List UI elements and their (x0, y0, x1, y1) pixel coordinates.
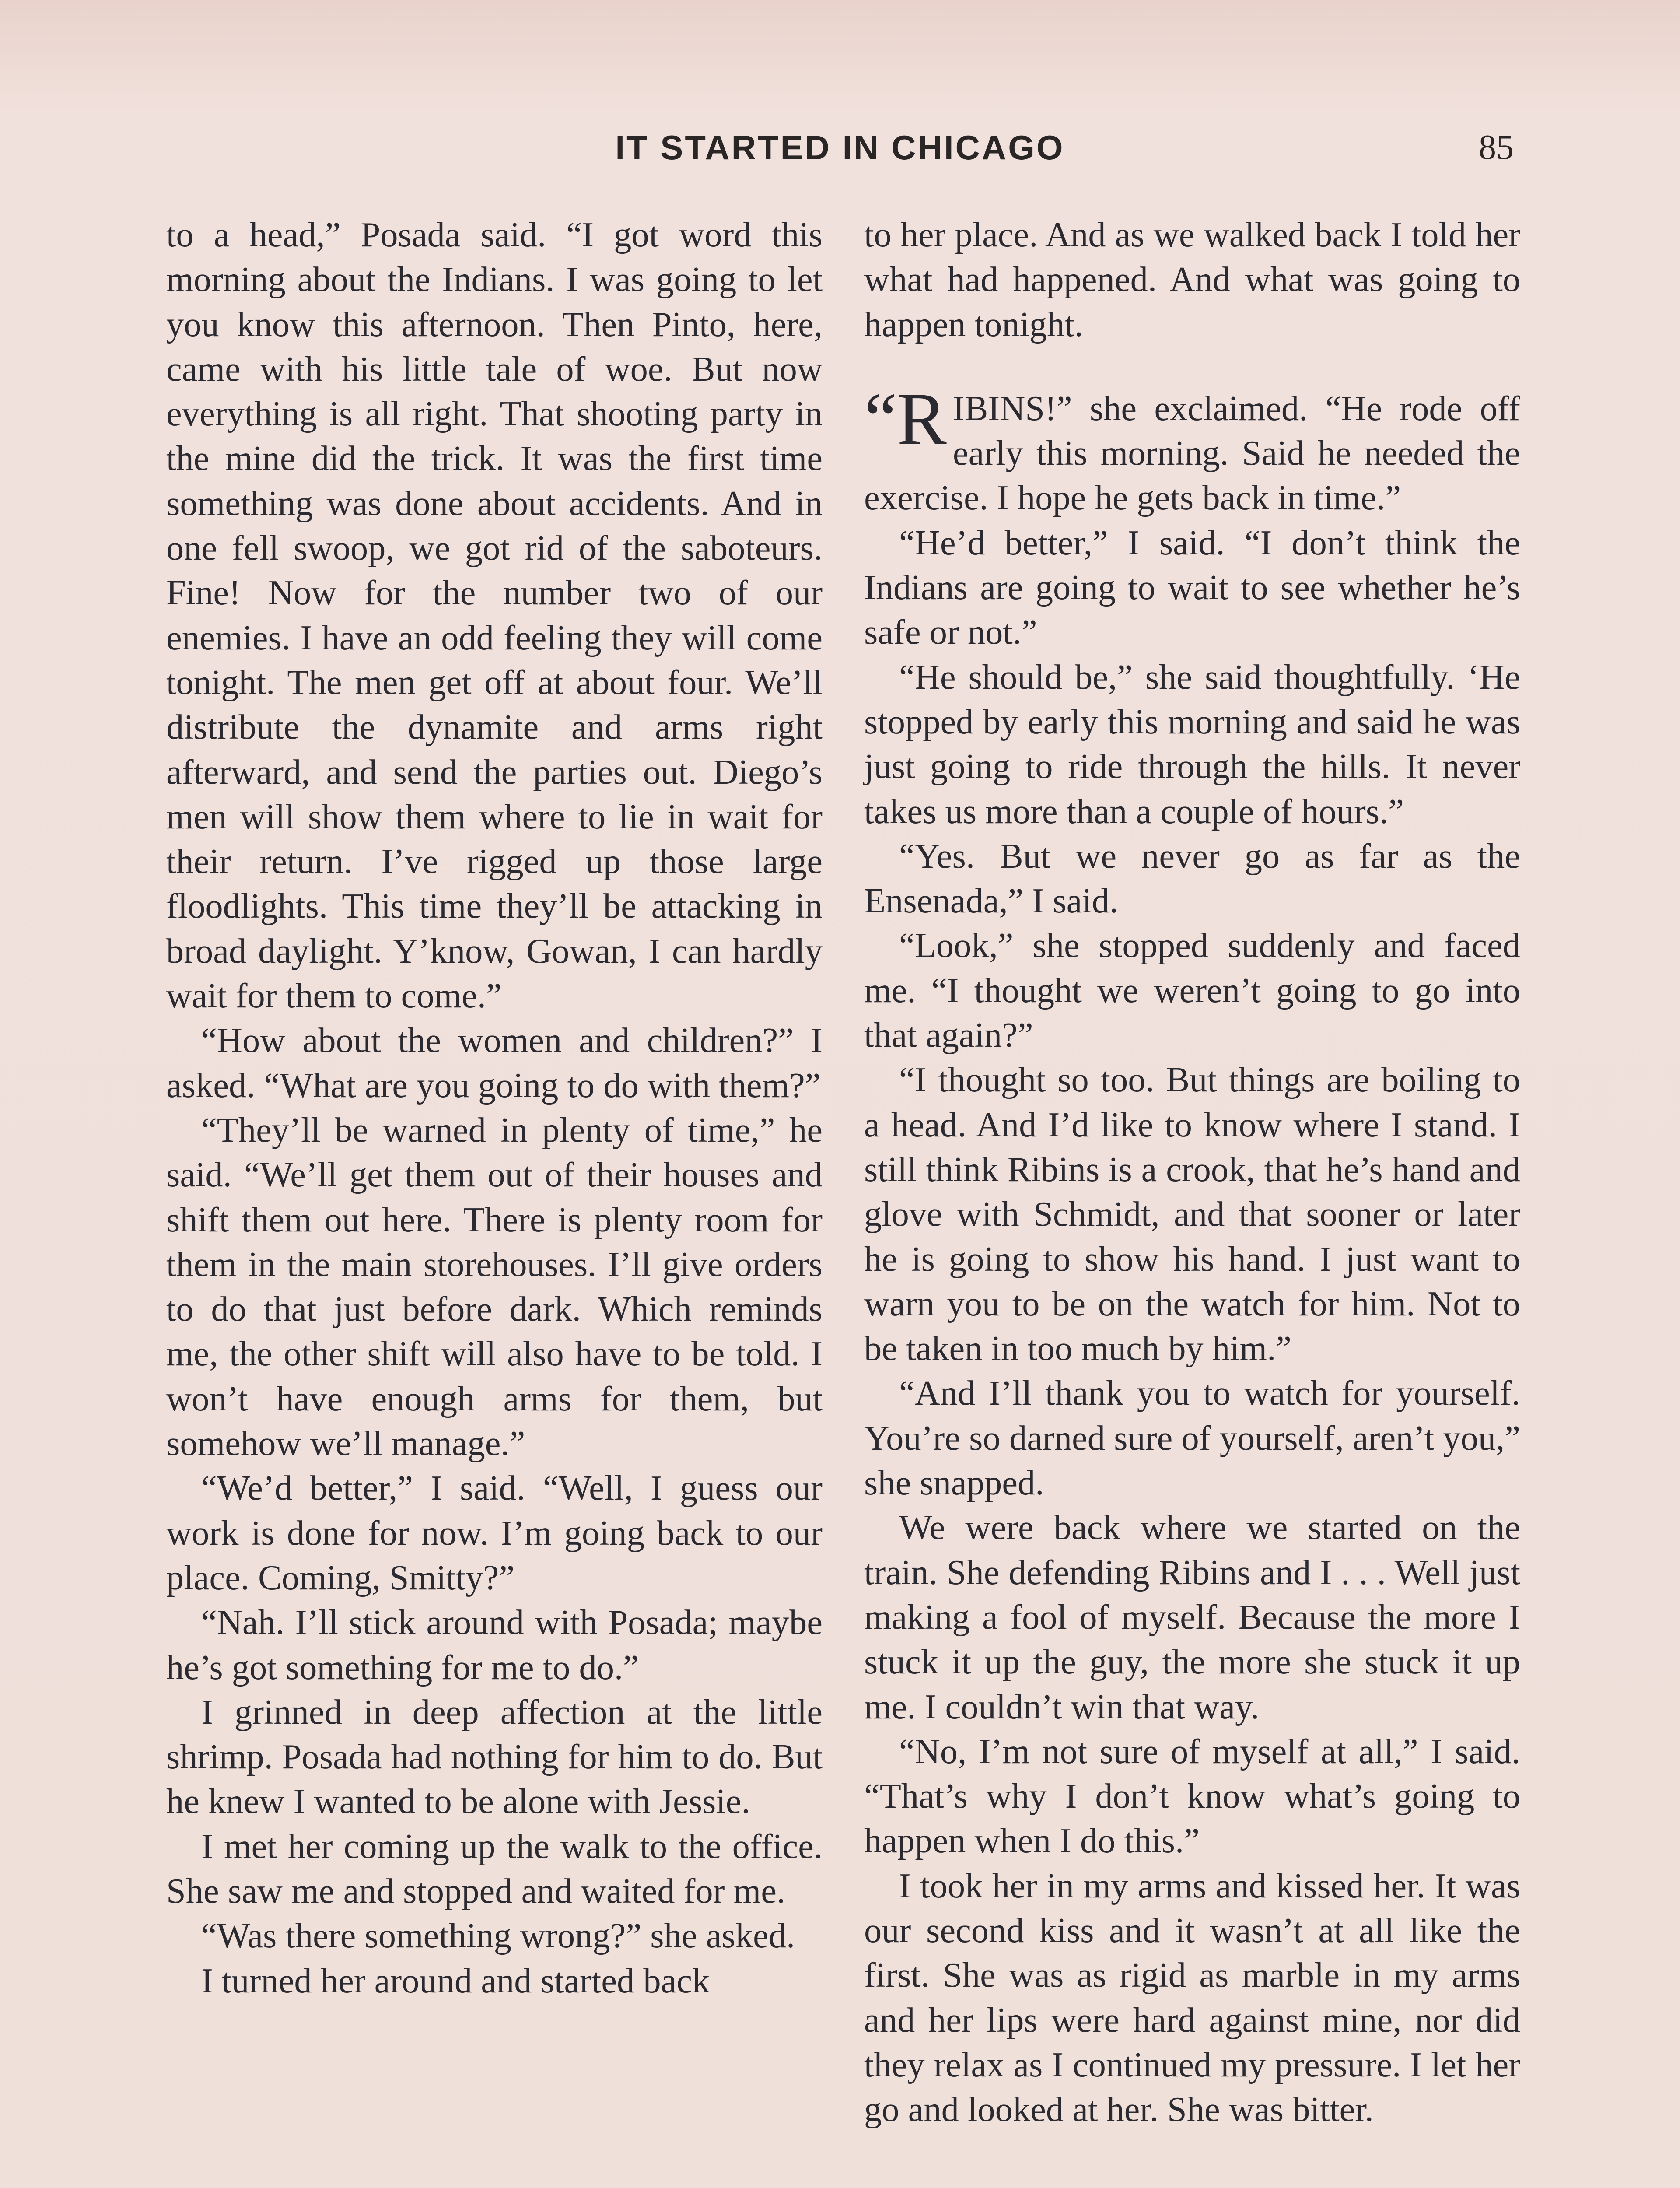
paragraph: “Look,” she stopped suddenly and faced me. “I thought we weren’t going to go into that again?” (864, 926, 1520, 1055)
paragraph: I took her in my arms and kissed her. It was our second kiss and it wasn’t at all like the first. She was as rigid as marble in my arms and her lips were hard against mine, nor did they relax as I continued my pressure. I let her go and looked at her. She was bitter. (864, 1866, 1520, 2129)
paragraph: “He should be,” she said thoughtfully. ‘He stopped by early this morning and said he was just going to ride through the hills. It never takes us more than a couple of hours.” (864, 657, 1520, 831)
paragraph: to her place. And as we walked back I told her what had happened. And what was going to happen tonight. (864, 215, 1520, 344)
page-number: 85 (1479, 128, 1514, 167)
paragraph: “Nah. I’ll stick around with Posada; maybe he’s got something for me to do.” (166, 1603, 822, 1687)
paragraph: “Was there something wrong?” she asked. (201, 1916, 795, 1956)
paragraph: “We’d better,” I said. “Well, I guess our work is done for now. I’m going back to our place. Coming, Smitty?” (166, 1469, 822, 1597)
paragraph: “They’ll be warned in plenty of time,” he said. “We’ll get them out of their houses and shift them out here. There is plenty room for them in the main storehouses. I’ll give orders to do that just before dark. Which reminds me, the other shift will also have to be told. I won’t have enough arms for them, but somehow we’ll manage.” (166, 1110, 822, 1463)
drop-cap (864, 377, 947, 460)
drop-cap-quote: “ (864, 377, 897, 460)
paragraph: “I thought so too. But things are boiling to a head. And I’d like to know where I stand. I still think Ribins is a crook, that he’s hand and glove with Schmidt, and that sooner or later he is going to show his hand. I just want to warn you to be on the watch for him. Not to be taken in too much by him.” (864, 1060, 1520, 1368)
left-column (166, 213, 822, 2003)
paragraph: We were back where we started on the train. She defending Ribins and I . . . Well just making a fool of myself. Because the more I stuck it up the guy, the more she stuck it up me. I couldn’t win that way. (864, 1508, 1520, 1726)
paragraph: “No, I’m not sure of myself at all,” I said. “That’s why I don’t know what’s going to happen when I do this.” (864, 1732, 1520, 1861)
paragraph: I grinned in deep affection at the little shrimp. Posada had nothing for him to do. But he knew I wanted to be alone with Jessie. (166, 1692, 822, 1821)
paragraph: I turned her around and started back (201, 1961, 710, 2000)
paragraph: “How about the women and children?” I asked. “What are you going to do with them?” (166, 1021, 822, 1105)
right-column (864, 213, 1520, 2132)
paragraph: “Yes. But we never go as far as the Ensenada,” I said. (864, 836, 1520, 921)
running-head: IT STARTED IN CHICAGO (615, 128, 1065, 167)
paragraph: “He’d better,” I said. “I don’t think the Indians are going to wait to see whether he’s safe or not.” (864, 523, 1520, 652)
paragraph: I met her coming up the walk to the office. She saw me and stopped and waited for me. (166, 1827, 822, 1911)
drop-cap-text: IBINS!” she exclaimed. “He rode off early this morning. Said he needed the exercise. I hope he gets back in time.” (864, 389, 1520, 518)
drop-cap-letter: R (897, 377, 947, 460)
paragraph: “And I’ll thank you to watch for yourself. You’re so darned sure of yourself, aren’t you,” she snapped. (864, 1374, 1520, 1503)
paragraph: to a head,” Posada said. “I got word this morning about the Indians. I was going to let you know this afternoon. Then Pinto, here, came with his little tale of woe. But now everything is all right. That shooting party in the mine did the trick. It was the first time something was done about accidents. And in one fell swoop, we got rid of the saboteurs. Fine! Now for the number two of our enemies. I have an odd feeling they will come tonight. The men get off at about four. We’ll distribute the dynamite and arms right afterward, and send the parties out. Diego’s men will show them where to lie in wait for their return. I’ve rigged up those large floodlights. This time they’ll be attacking in broad daylight. Y’know, Gowan, I can hardly wait for them to come.” (166, 215, 822, 1016)
section-opening-paragraph (864, 377, 1520, 521)
page-header (166, 128, 1514, 176)
